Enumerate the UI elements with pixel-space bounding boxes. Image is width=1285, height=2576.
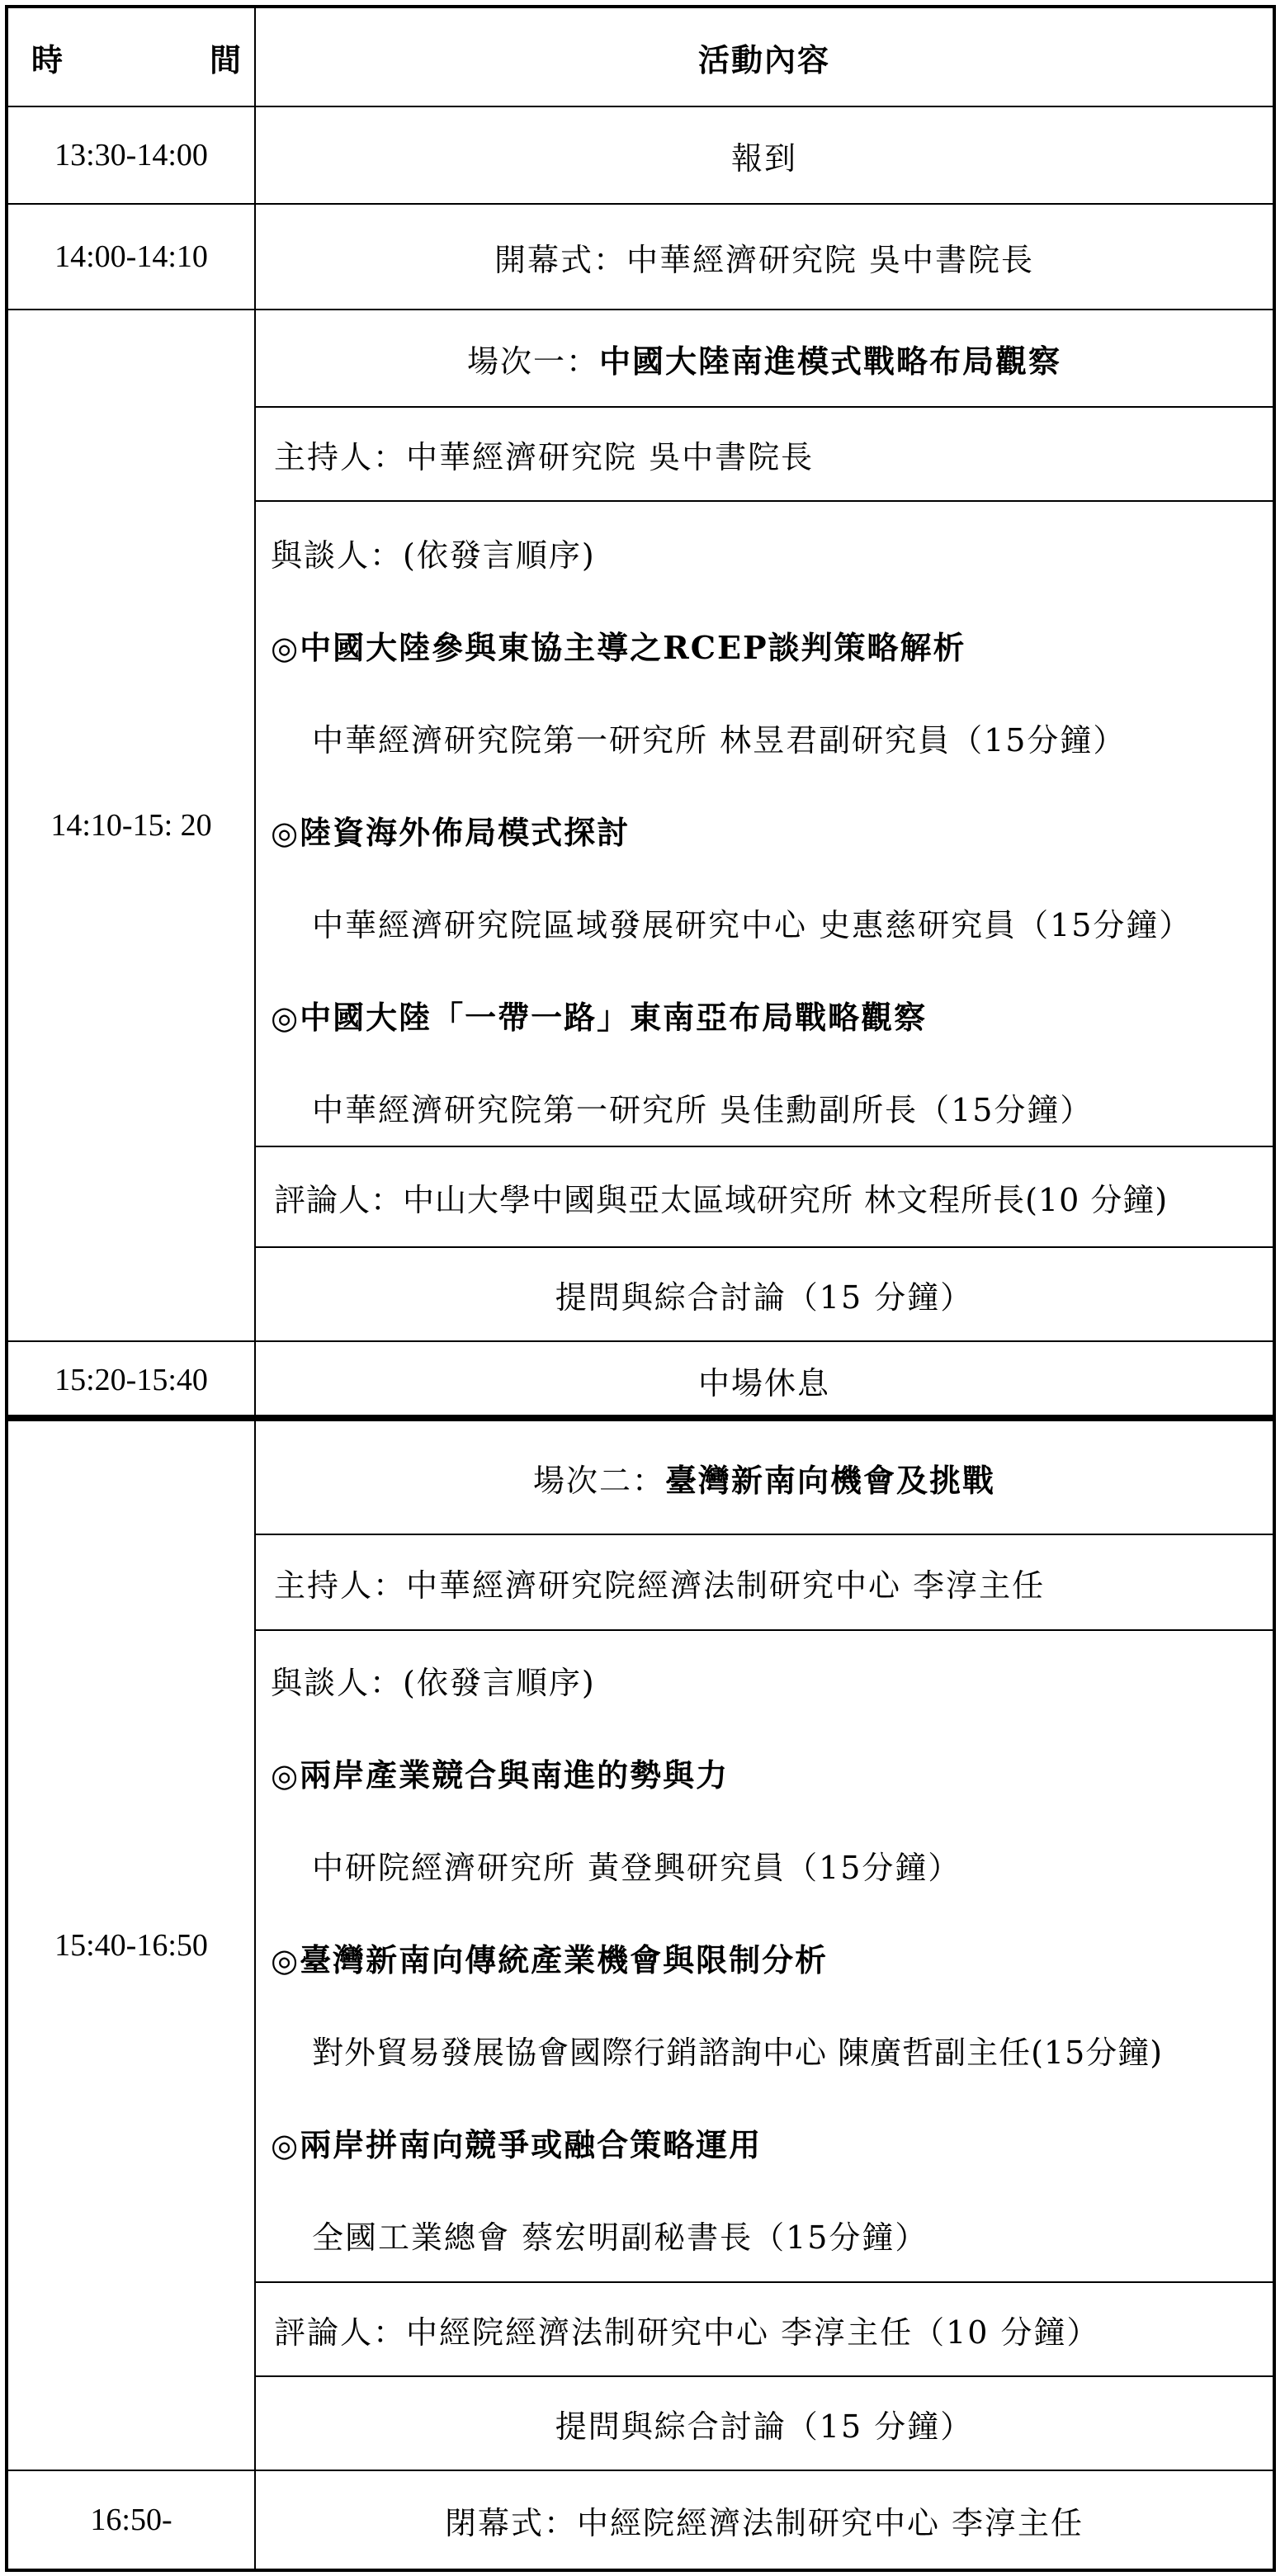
- header-content-label: 活動內容: [697, 40, 830, 78]
- session1-host-cell: [256, 408, 1273, 502]
- schedule-table-part-1: [5, 5, 1276, 1418]
- session1-topic1-title: ◎中國大陸參與東協主導之RCEP談判策略解析: [271, 629, 966, 666]
- session2-host: 主持人：中華經濟研究院經濟法制研究中心 李淳主任: [274, 1567, 1046, 1604]
- time-break: 15:20-15:40: [54, 1363, 208, 1397]
- session2-commentator: 評論人：中經院經濟法制研究中心 李淳主任（10 分鐘）: [274, 2314, 1100, 2351]
- session1-topic2-speaker: 中華經濟研究院區域發展研究中心 史惠慈研究員（15分鐘）: [312, 907, 1193, 943]
- content-cell-opening: [256, 205, 1273, 310]
- session1-commentator-cell: [256, 1147, 1273, 1248]
- header-time-right: 間: [209, 40, 241, 78]
- session1-discussion-cell: [256, 1248, 1273, 1342]
- session1-discussion: 提問與綜合討論（15 分鐘）: [555, 1279, 974, 1316]
- session1-speakers-label: 與談人：(依發言順序): [271, 537, 596, 574]
- break-text: 中場休息: [697, 1364, 830, 1401]
- header-time-cell: [8, 8, 256, 107]
- session2-topic1-speaker: 中研院經濟研究所 黃登興研究員（15分鐘）: [312, 1850, 961, 1886]
- time-cell-break: [8, 1342, 256, 1418]
- session2-speakers-label: 與談人：(依發言順序): [271, 1665, 596, 1701]
- time-cell-opening: [8, 205, 256, 310]
- session1-commentator: 評論人：中山大學中國與亞太區域研究所 林文程所長(10 分鐘): [274, 1181, 1169, 1218]
- schedule-table-part-2: [5, 1418, 1276, 2572]
- session2-topic2-title: ◎臺灣新南向傳統產業機會與限制分析: [271, 1941, 829, 1978]
- time-closing: 16:50-: [90, 2503, 172, 2537]
- time-cell-closing: [8, 2471, 256, 2569]
- session2-discussion-cell: [256, 2377, 1273, 2471]
- time-registration: 13:30-14:00: [54, 138, 208, 173]
- session1-topic1-speaker: 中華經濟研究院第一研究所 林昱君副研究員（15分鐘）: [312, 722, 1127, 759]
- time-session1: 14:10-15: 20: [50, 808, 212, 843]
- header-content-cell: [256, 8, 1273, 107]
- session2-host-cell: [256, 1535, 1273, 1631]
- session2-commentator-cell: [256, 2283, 1273, 2377]
- time-cell-registration: [8, 107, 256, 205]
- session1-title-cell: [256, 310, 1273, 408]
- time-cell-session1: [8, 310, 256, 1342]
- header-time-left: 時: [31, 40, 64, 78]
- session1-topic3-speaker: 中華經濟研究院第一研究所 吳佳勳副所長（15分鐘）: [312, 1092, 1094, 1128]
- opening-text: 開幕式：中華經濟研究院 吳中書院長: [494, 241, 1035, 278]
- content-cell-break: [256, 1342, 1273, 1418]
- session1-title-prefix: 場次一：: [466, 343, 599, 380]
- session2-topic3-speaker: 全國工業總會 蔡宏明副秘書長（15分鐘）: [312, 2219, 928, 2256]
- content-cell-closing: [256, 2471, 1273, 2569]
- session1-topic2-title: ◎陸資海外佈局模式探討: [271, 814, 631, 851]
- session1-host: 主持人：中華經濟研究院 吳中書院長: [274, 438, 815, 475]
- session2-topic1-title: ◎兩岸產業競合與南進的勢與力: [271, 1756, 730, 1794]
- registration-text: 報到: [730, 139, 797, 177]
- closing-text: 閉幕式：中經院經濟法制研究中心 李淳主任: [444, 2504, 1084, 2541]
- session1-topic3-title: ◎中國大陸「一帶一路」東南亞布局戰略觀察: [271, 999, 928, 1036]
- time-cell-session2: [8, 1421, 256, 2471]
- time-opening: 14:00-14:10: [54, 239, 208, 274]
- session2-title-prefix: 場次二：: [532, 1462, 665, 1499]
- session2-topic3-title: ◎兩岸拼南向競爭或融合策略運用: [271, 2126, 763, 2163]
- session2-topic2-speaker: 對外貿易發展協會國際行銷諮詢中心 陳廣哲副主任(15分鐘): [312, 2035, 1164, 2071]
- session2-discussion: 提問與綜合討論（15 分鐘）: [555, 2408, 974, 2445]
- session1-title: 中國大陸南進模式戰略布局觀察: [599, 342, 1062, 380]
- session2-title: 臺灣新南向機會及挑戰: [665, 1461, 996, 1499]
- session2-title-cell: [256, 1421, 1273, 1535]
- content-cell-registration: [256, 107, 1273, 205]
- time-session2: 15:40-16:50: [54, 1928, 208, 1963]
